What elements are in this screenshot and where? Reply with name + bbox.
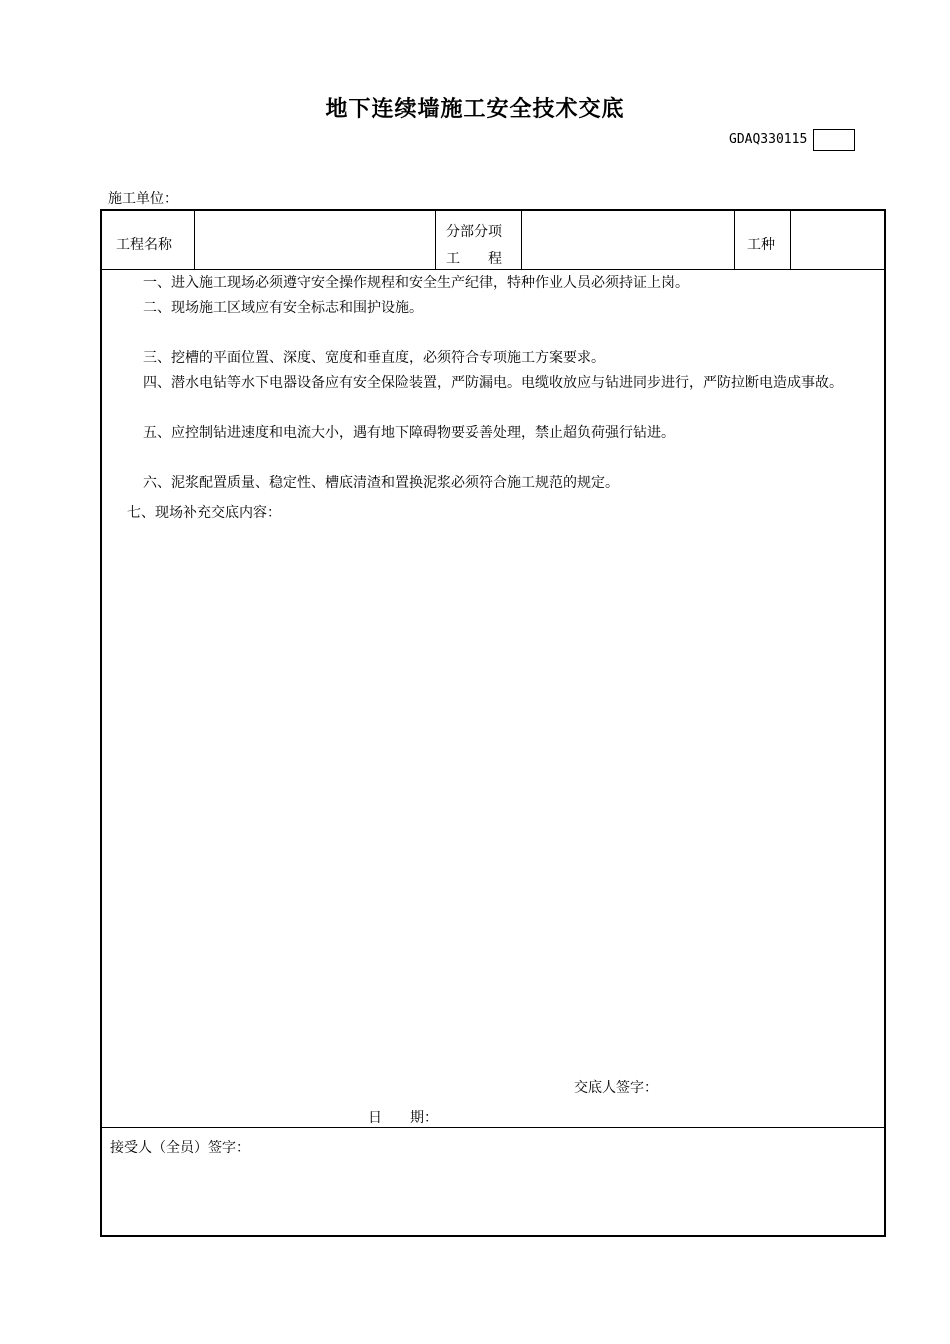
sub-project-field[interactable] xyxy=(530,223,728,259)
list-item: 五、应控制钻进速度和电流大小，遇有地下障碍物要妥善处理，禁止超负荷强行钻进。 xyxy=(143,425,675,441)
date-label: 日 期： xyxy=(368,1110,438,1126)
project-name-label: 工程名称 xyxy=(116,237,172,253)
construction-unit-label: 施工单位： xyxy=(108,191,178,207)
trade-label: 工种 xyxy=(747,237,775,253)
list-item: 六、泥浆配置质量、稳定性、槽底清渣和置换泥浆必须符合施工规范的规定。 xyxy=(143,475,619,491)
receiver-label: 接受人（全员）签字： xyxy=(110,1140,250,1156)
trade-field[interactable] xyxy=(798,223,878,259)
list-item: 二、现场施工区域应有安全标志和围护设施。 xyxy=(143,300,423,316)
divider xyxy=(194,211,195,270)
list-item: 七、现场补充交底内容： xyxy=(127,505,281,521)
sub-project-label-line1: 分部分项 xyxy=(446,224,502,240)
form-code-box[interactable] xyxy=(813,129,855,151)
project-name-field[interactable] xyxy=(202,223,430,259)
divider xyxy=(521,211,522,270)
divider xyxy=(734,211,735,270)
divider xyxy=(102,1127,884,1128)
list-item: 一、进入施工现场必须遵守安全操作规程和安全生产纪律，特种作业人员必须持证上岗。 xyxy=(143,275,689,291)
sub-project-label-line2: 工 程 xyxy=(446,251,502,267)
divider xyxy=(435,211,436,270)
list-item: 四、潜水电钻等水下电器设备应有安全保险装置，严防漏电。电缆收放应与钻进同步进行，严防拉断电造成事故。 xyxy=(143,375,843,391)
list-item: 三、挖槽的平面位置、深度、宽度和垂直度，必须符合专项施工方案要求。 xyxy=(143,350,605,366)
receiver-signature-field[interactable] xyxy=(110,1161,870,1221)
signer-label: 交底人签字： xyxy=(574,1080,658,1096)
divider xyxy=(790,211,791,270)
form-code: GDAQ330115 xyxy=(729,132,808,147)
form-table xyxy=(100,209,886,1237)
divider xyxy=(102,269,884,270)
page-title: 地下连续墙施工安全技术交底 xyxy=(325,97,625,122)
